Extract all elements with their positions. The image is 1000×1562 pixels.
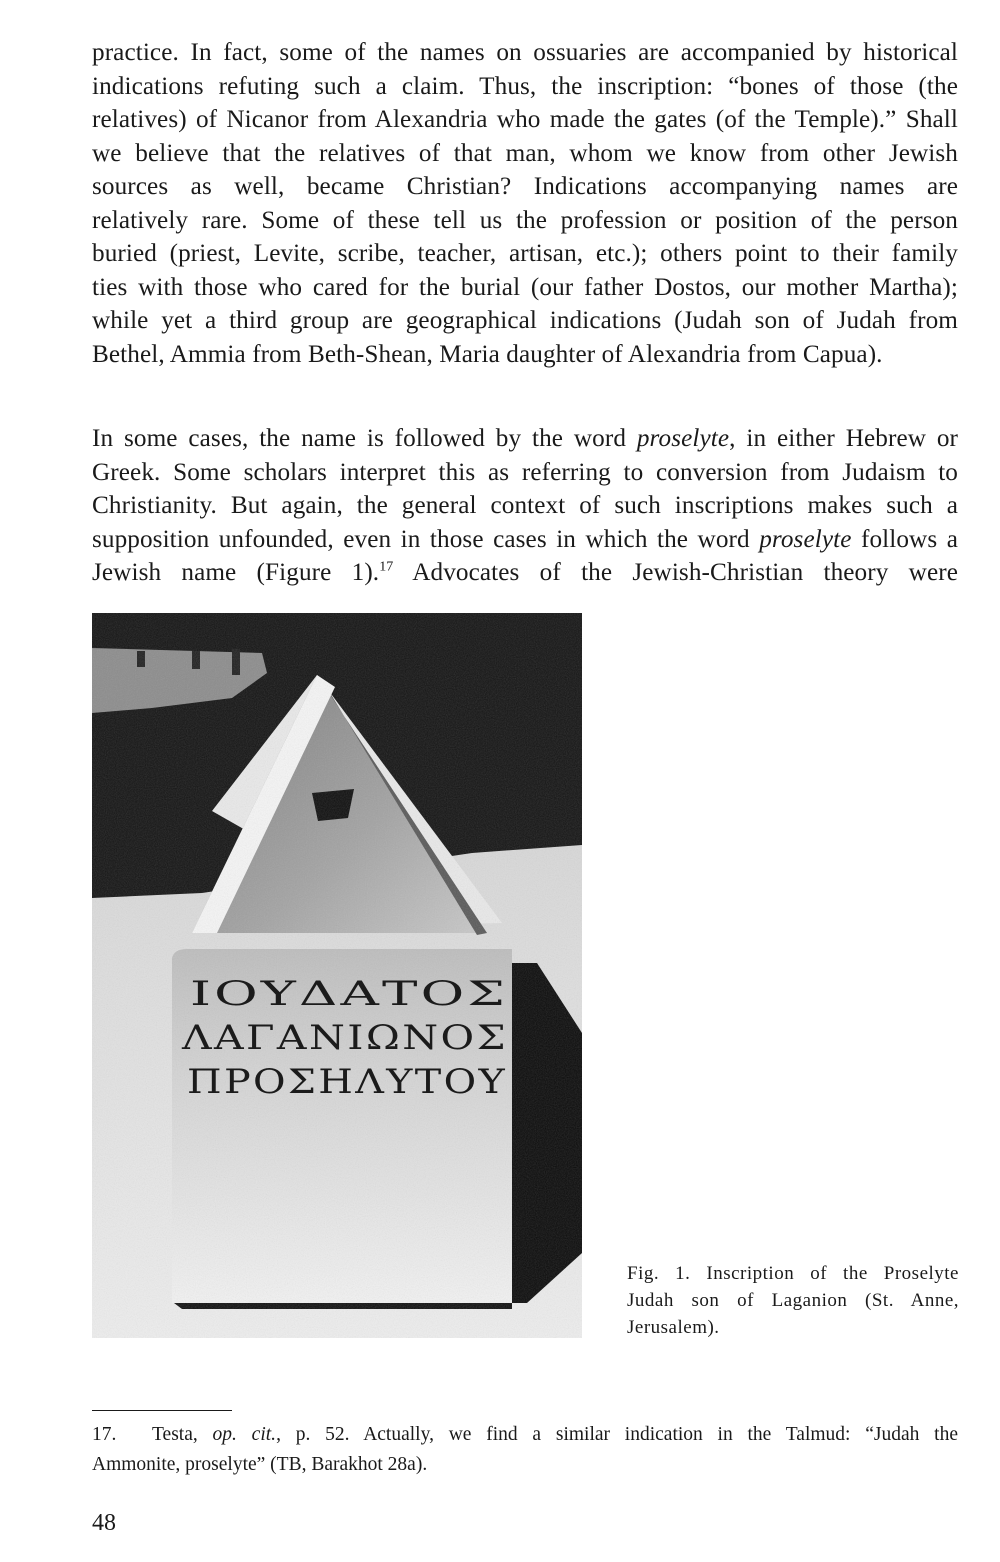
text-line: Bethel, Ammia from Beth-Shean, Maria daughter of Alexandria from Capua). bbox=[92, 340, 883, 368]
inscription-line-1: ΙΟΥΔΑΤΟΣ bbox=[190, 974, 508, 1014]
text-line: relatively rare. Some of these tell us the profession or position of the person bbox=[92, 206, 958, 234]
inscription-line-3: ΠΡΟΣΗΛΥΤΟΥ bbox=[187, 1062, 507, 1102]
text-line: ties with those who cared for the burial (our father Dostos, our mother Martha); bbox=[92, 273, 958, 301]
text-line: we believe that the relatives of that man, whom we know from other Jewish bbox=[92, 139, 958, 167]
footnote-line bbox=[92, 1420, 958, 1450]
text-line bbox=[92, 556, 958, 590]
photo-ossuary bbox=[92, 613, 582, 1338]
footnote-17 bbox=[92, 1420, 958, 1480]
text: Jewish name (Figure 1). bbox=[92, 559, 380, 586]
text: , in either Hebrew or bbox=[729, 425, 958, 452]
text-line: Greek. Some scholars interpret this as referring to conversion from Judaism to bbox=[92, 458, 958, 486]
inscription-line-2: ΛΑΓΑΝΙΩΝΟΣ bbox=[180, 1018, 508, 1058]
paragraph-ossuary-indications bbox=[92, 36, 958, 371]
figure-ossuary-photo bbox=[92, 613, 582, 1338]
text: , p. 52. Actually, we find a similar indication in the Talmud: “Judah the bbox=[276, 1424, 958, 1445]
text: supposition unfounded, even in those cases in which the word bbox=[92, 525, 760, 553]
paragraph-proselyte bbox=[92, 422, 958, 590]
italic-term: proselyte bbox=[636, 425, 730, 452]
figure-caption bbox=[627, 1260, 959, 1341]
text: In some cases, the name is followed by the word bbox=[92, 425, 637, 452]
footnote-line: Ammonite, proselyte” (TB, Barakhot 28a). bbox=[92, 1454, 428, 1475]
text-line: while yet a third group are geographical indications (Judah son of Judah from bbox=[92, 307, 958, 334]
text-line bbox=[92, 422, 958, 456]
text-line: practice. In fact, some of the names on ossuaries are accompanied by historical bbox=[92, 39, 958, 66]
caption-line: Judah son of Laganion (St. Anne, bbox=[627, 1290, 959, 1311]
footnote-number: 17. bbox=[92, 1424, 117, 1445]
text-line bbox=[92, 523, 958, 557]
caption-line: Jerusalem). bbox=[627, 1317, 720, 1338]
text-line: indications refuting such a claim. Thus, the inscription: “bones of those (the bbox=[92, 72, 958, 100]
text: Testa, bbox=[152, 1424, 213, 1445]
page-number: 48 bbox=[92, 1510, 116, 1536]
text-line: relatives) of Nicanor from Alexandria who made the gates (of the Temple).” Shall bbox=[92, 106, 958, 133]
text-line: sources as well, became Christian? Indications accompanying names are bbox=[92, 173, 958, 200]
footnote-ref[interactable]: 17 bbox=[379, 559, 394, 575]
text: Advocates of the Jewish-Christian theory were bbox=[393, 559, 958, 586]
text-line: buried (priest, Levite, scribe, teacher, artisan, etc.); others point to their family bbox=[92, 240, 958, 267]
italic-term: proselyte bbox=[759, 525, 852, 553]
text-line: Christianity. But again, the general context of such inscriptions makes such a bbox=[92, 492, 958, 519]
footnote-divider bbox=[92, 1410, 232, 1411]
caption-line: Fig. 1. Inscription of the Proselyte bbox=[627, 1263, 959, 1284]
text: follows a bbox=[851, 525, 958, 553]
italic-term: op. cit. bbox=[212, 1424, 277, 1445]
